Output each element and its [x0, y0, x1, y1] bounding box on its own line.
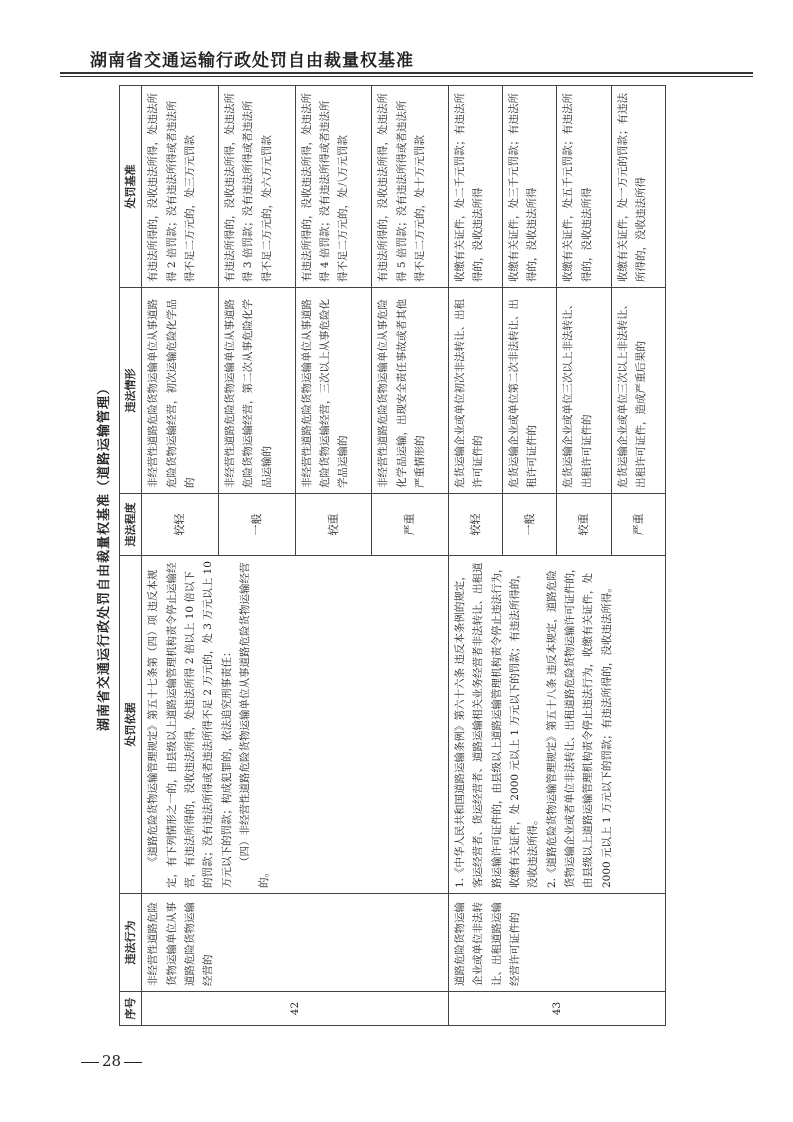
row-act: 道路危险货物运输企业或单位非法转让、出租道路运输经营许可证件的: [448, 894, 665, 992]
row-circumstance: 非经营性道路危险货物运输单位从事道路危险货物运输经营，三次以上从事危险化学品运输的: [295, 288, 372, 494]
row-standard: 收缴有关证件，处二千元罚款；有违法所得的，没收违法所得: [448, 86, 502, 288]
header-rule: [60, 72, 753, 74]
basis-paragraph: 2.《道路危险货物运输管理规定》第五十八条 违反本规定，道路危险货物运输企业或者单位非法转让、出租道路危险货物运输许可证件的，由县级以上道路运输管理机构责令停止违法行为，收缴有关证件，处 2000 元以上 1 万元以下的罚款；有违法所得的，没收违法所得。: [545, 562, 613, 888]
row-basis: [448, 556, 665, 894]
row-standard: 收缴有关证件，处三千元罚款；有违法所得的，没收违法所得: [503, 86, 557, 288]
row-standard: 有违法所得的，没收违法所得，处违法所得 5 倍罚款；没有违法所得或者违法所得不足二万元的，处十万元罚款: [372, 86, 449, 288]
row-circumstance: 危货运输企业或单位三次以上非法转让、出租许可证件，造成严重后果的: [611, 288, 665, 494]
row-circumstance: 危货运输企业或单位初次非法转让、出租许可证件的: [448, 288, 502, 494]
row-degree: 较轻: [142, 494, 219, 556]
header-circumstance: 违法情形: [120, 288, 142, 494]
header-seq: 序号: [120, 992, 142, 1026]
table-title: 湖南省交通运行政处罚自由裁量权基准（道路运输管理）: [97, 381, 112, 732]
table-row: [448, 86, 502, 1026]
row-standard: 有违法所得的，没收违法所得，处违法所得 4 倍罚款；没有违法所得或者违法所得不足二万元的，处八万元罚款: [295, 86, 372, 288]
row-degree: 严重: [611, 494, 665, 556]
header-rule-thin: [60, 76, 753, 77]
row-basis: [142, 556, 449, 894]
table-header-row: [120, 86, 142, 1026]
row-standard: 有违法所得的，没收违法所得，处违法所得 2 倍罚款；没有违法所得或者违法所得不足二万元的，处三万元罚款: [142, 86, 219, 288]
row-circumstance: 危货运输企业或单位三次以上非法转让、出租许可证件的: [557, 288, 611, 494]
header-degree: 违法程度: [120, 494, 142, 556]
header-standard: 处罚基准: [120, 86, 142, 288]
row-degree: 一般: [218, 494, 295, 556]
row-standard: 收缴有关证件，处一万元的罚款；有违法所得的，没收违法所得: [611, 86, 665, 288]
row-degree: 严重: [372, 494, 449, 556]
rotated-content: [91, 86, 666, 1026]
row-circumstance: 非经营性道路危险货物运输单位从事道路危险货物运输经营，第二次从事危险化学品运输的: [218, 288, 295, 494]
row-degree: 较重: [557, 494, 611, 556]
page-number: 28: [78, 1052, 145, 1070]
row-seq: 42: [142, 992, 449, 1026]
row-standard: 收缴有关证件，处五千元罚款；有违法所得的，没收违法所得: [557, 86, 611, 288]
row-degree: 较重: [295, 494, 372, 556]
row-standard: 有违法所得的，没收违法所得，处违法所得 3 倍罚款；没有违法所得或者违法所得不足二万元的，处六万元罚款: [218, 86, 295, 288]
row-circumstance: 非经营性道路危险货物运输单位从事危险化学品运输，出现安全责任事故或者其他严重情形的: [372, 288, 449, 494]
row-degree: 较轻: [448, 494, 502, 556]
row-circumstance: 非经营性道路危险货物运输单位从事道路危险货物运输经营，初次运输危险化学品的: [142, 288, 219, 494]
basis-paragraph: 《道路危险货物运输管理规定》第五十七条第（四）项 违反本规定，有下列情形之一的，由县级以上道路运输管理机构责令停止运输经营，有违法所得的，没收违法所得，处违法所得 2 倍以上 10 倍以下的罚款；没有违法所得或者违法所得不足 2 万元的，处 3 万元以上 10 万元以下的罚款；构成犯罪的，依法追究刑事责任：: [147, 561, 233, 888]
row-seq: 43: [448, 992, 665, 1026]
header-act: 违法行为: [120, 894, 142, 992]
page-header-title: 湖南省交通运输行政处罚自由裁量权基准: [90, 51, 414, 71]
row-degree: 一般: [503, 494, 557, 556]
table-row: [142, 86, 219, 1026]
header-basis: 处罚依据: [120, 556, 142, 894]
basis-paragraph: 1.《中华人民共和国道路运输条例》第六十六条 违反本条例的规定，客运经营者、货运经营者、道路运输相关业务经营者非法转让、出租道路运输许可证件的，由县级以上道路运输管理机构责令停止违法行为，收缴有关证件，处 2000 元以上 1 万元以下的罚款；有违法所得的，没收违法所得。: [453, 562, 540, 888]
penalty-table: [119, 85, 666, 1026]
basis-paragraph: （四）非经营性道路危险货物运输单位从事道路危险货物运输经营的。: [239, 562, 270, 888]
rotated-table-area: [91, 86, 666, 1026]
row-circumstance: 危货运输企业或单位第二次非法转让、出租许可证件的: [503, 288, 557, 494]
row-act: 非经营性道路危险货物运输单位从事道路危险货物运输经营的: [142, 894, 449, 992]
